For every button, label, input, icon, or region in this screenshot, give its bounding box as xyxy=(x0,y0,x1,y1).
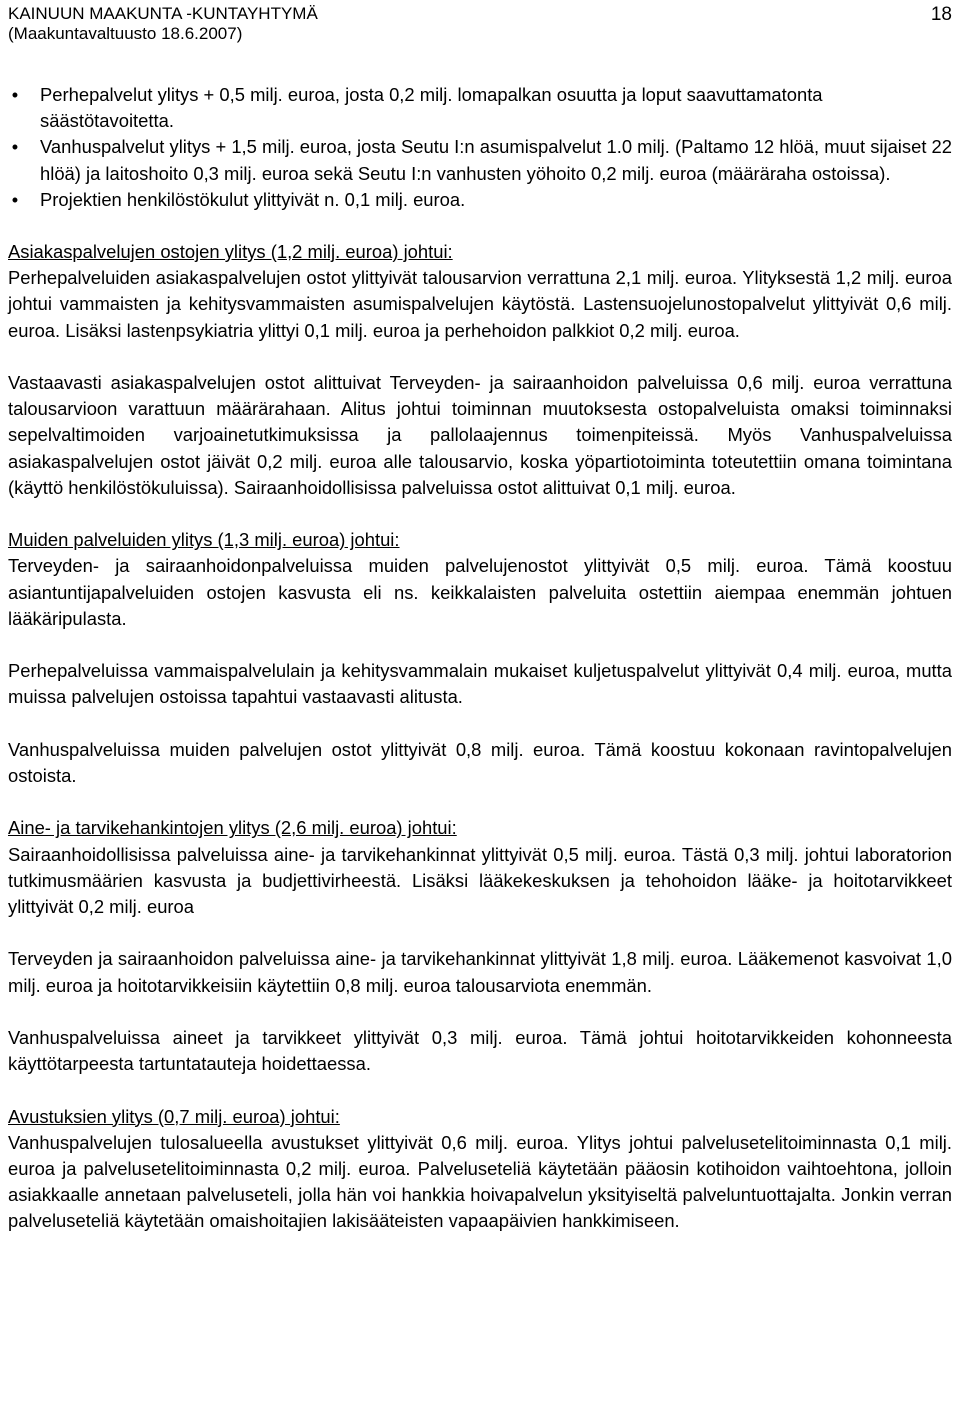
meeting-info: (Maakuntavaltuusto 18.6.2007) xyxy=(8,24,243,43)
list-item-text: Vanhuspalvelut ylitys + 1,5 milj. euroa, josta Seutu I:n asumispalvelut 1.0 milj. (Paltamo 12 hlöä, muut sijaiset 22 hlöä) ja laitoshoito 0,3 milj. euroa sekä Seutu I:n vanhusten yöhoito 0,2 milj. euroa (määräraha ostoissa). xyxy=(40,136,952,184)
section-heading: Asiakaspalvelujen ostojen ylitys (1,2 milj. euroa) johtui: xyxy=(8,241,453,263)
paragraph: Vanhuspalveluissa aineet ja tarvikkeet ylittyivät 0,3 milj. euroa. Tämä johtui hoitotarvikkeiden kohonneesta käyttötarpeesta tartuntatauteja hoidettaessa. xyxy=(8,1027,952,1075)
organization-name: KAINUUN MAAKUNTA -KUNTAYHTYMÄ xyxy=(8,4,318,23)
bullet-icon: • xyxy=(11,188,19,210)
paragraph: Perhepalveluissa vammaispalvelulain ja kehitysvammalain mukaiset kuljetuspalvelut ylittyivät 0,4 milj. euroa, mutta muissa palvelujen ostoissa tapahtui vastaavasti alitusta. xyxy=(8,660,952,708)
list-item xyxy=(8,187,952,213)
paragraph: Vanhuspalvelujen tulosalueella avustukset ylittyivät 0,6 milj. euroa. Ylitys johtui palvelusetelitoiminnasta 0,1 milj. euroa ja palvelusetelitoiminnasta 0,2 milj. euroa. Palveluseteliä käytetään pääosin kotihoidon vaihtoehtona, jolloin asiakkaalle annetaan palveluseteli, jolla hän voi hankkia hoivapalvelun yksityiseltä palveluntuottajalta. Jonkin verran palveluseteliä käytetään omaishoitajien lakisääteisten vapaapäivien hankkimiseen. xyxy=(8,1131,952,1232)
document-body xyxy=(8,82,952,1261)
section-muiden-palveluiden xyxy=(8,527,952,632)
section-asiakaspalvelut xyxy=(8,239,952,344)
section-aine-ja-tarvike xyxy=(8,815,952,920)
section-heading: Muiden palveluiden ylitys (1,3 milj. euroa) johtui: xyxy=(8,529,400,551)
paragraph: Terveyden ja sairaanhoidon palveluissa aine- ja tarvikehankinnat ylittyivät 1,8 milj. euroa. Lääkemenot kasvoivat 1,0 milj. euroa ja hoitotarvikkeisiin käytettiin 0,8 milj. euroa talousarviota enemmän. xyxy=(8,948,952,996)
section-avustukset xyxy=(8,1104,952,1235)
list-item-text: Perhepalvelut ylitys + 0,5 milj. euroa, josta 0,2 milj. lomapalkan osuutta ja loput saavuttamatonta säästötavoitetta. xyxy=(40,84,823,132)
section-heading: Avustuksien ylitys (0,7 milj. euroa) johtui: xyxy=(8,1105,340,1127)
bullet-icon: • xyxy=(11,84,19,105)
bullet-icon: • xyxy=(11,136,19,158)
paragraph: Vanhuspalveluissa muiden palvelujen ostot ylittyivät 0,8 milj. euroa. Tämä koostuu kokonaan ravintopalvelujen ostoista. xyxy=(8,738,952,787)
paragraph: Perhepalveluiden asiakaspalvelujen ostot ylittyivät talousarvion verrattuna 2,1 milj. euroa. Ylityksestä 1,2 milj. euroa johtui vammaisten ja kehitysvammaisten asumispalvelujen käytöstä. Lastensuojelunostopalvelut ylittyivät 0,6 milj. euroa. Lisäksi lastenpsykiatria ylittyi 0,1 milj. euroa ja perhehoidon palkkiot 0,2 milj. euroa. xyxy=(8,267,952,341)
paragraph: Vastaavasti asiakaspalvelujen ostot alittuivat Terveyden- ja sairaanhoidon palveluissa 0,6 milj. euroa verrattuna talousarvioon varattuun määrärahaan. Alitus johtui toiminnan muutoksesta ostopalveluista omaksi toiminnaksi sepelvaltimoiden varjoainetutkimuksissa ja pallolaajennus toimenpiteissä. Myös Vanhuspalveluissa asiakaspalvelujen ostot jäivät 0,2 milj. euroa alle talousarvio, koska yöpartiotoiminta toteutettiin omana toimintana (käyttö henkilöstökuluissa). Sairaanhoidollisissa palveluissa ostot alittuivat 0,1 milj. euroa. xyxy=(8,372,952,498)
list-item xyxy=(8,134,952,186)
list-item xyxy=(8,82,952,134)
section-heading: Aine- ja tarvikehankintojen ylitys (2,6 milj. euroa) johtui: xyxy=(8,817,457,839)
paragraph: Sairaanhoidollisissa palveluissa aine- ja tarvikehankinnat ylittyivät 0,5 milj. euroa. Tästä 0,3 milj. johtui laboratorion tutkimusmäärien kasvusta ja budjettivirheestä. Lisäksi lääkekeskuksen ja tehohoidon lääke- ja hoitotarvikkeet ylittyivät 0,2 milj. euroa xyxy=(8,843,952,918)
paragraph: Terveyden- ja sairaanhoidonpalveluissa muiden palvelujenostot ylittyivät 0,5 milj. euroa. Tämä koostuu asiantuntijapalveluiden ostojen kasvusta eli ns. keikkalaisten palveluita ostettiin aiempaa enemmän johtuen lääkäripulasta. xyxy=(8,555,952,629)
page-header xyxy=(8,4,952,44)
bullet-list xyxy=(8,82,952,213)
page-number: 18 xyxy=(930,4,952,25)
list-item-text: Projektien henkilöstökulut ylittyivät n. 0,1 milj. euroa. xyxy=(40,188,466,210)
